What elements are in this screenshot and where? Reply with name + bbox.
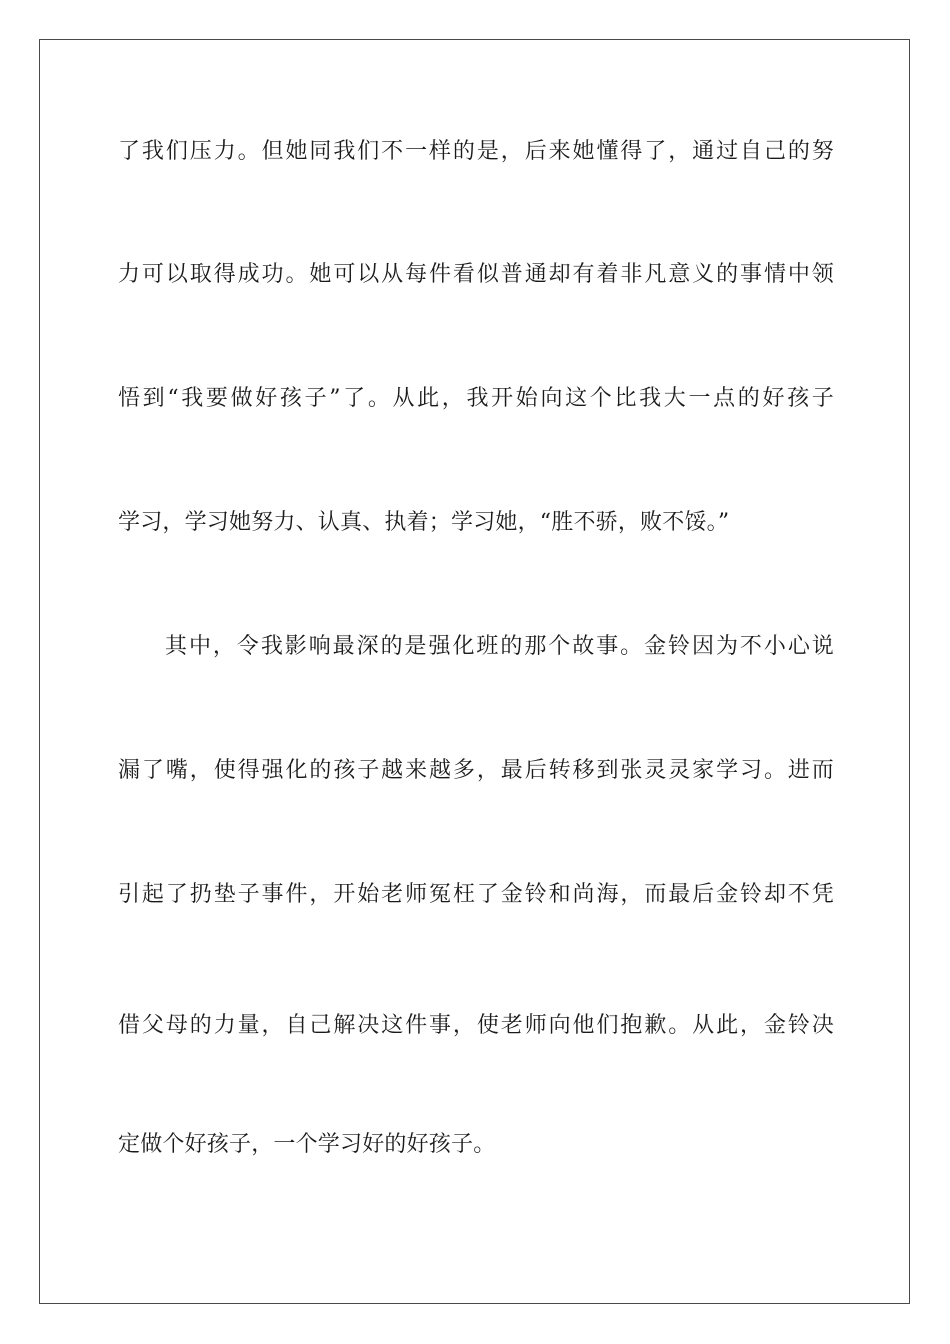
paragraph-line: 借父母的力量，自己解决这件事，使老师向他们抱歉。从此，金铃决 [118, 1013, 834, 1038]
paragraph-line: 了我们压力。但她同我们不一样的是，后来她懂得了，通过自己的努 [118, 139, 834, 164]
paragraph-line: 其中，令我影响最深的是强化班的那个故事。金铃因为不小心说 [165, 634, 834, 659]
paragraph-line: 悟到“我要做好孩子”了。从此，我开始向这个比我大一点的好孩子 [118, 386, 834, 411]
paragraph-line: 漏了嘴，使得强化的孩子越来越多，最后转移到张灵灵家学习。进而 [118, 758, 834, 783]
paragraph-line: 学习，学习她努力、认真、执着；学习她，“胜不骄，败不馁。” [118, 510, 730, 535]
page-border [39, 39, 910, 1304]
paragraph-line: 力可以取得成功。她可以从每件看似普通却有着非凡意义的事情中领 [118, 262, 834, 287]
paragraph-line: 引起了扔垫子事件，开始老师冤枉了金铃和尚海，而最后金铃却不凭 [118, 882, 834, 907]
paragraph-line: 定做个好孩子，一个学习好的好孩子。 [118, 1132, 496, 1157]
